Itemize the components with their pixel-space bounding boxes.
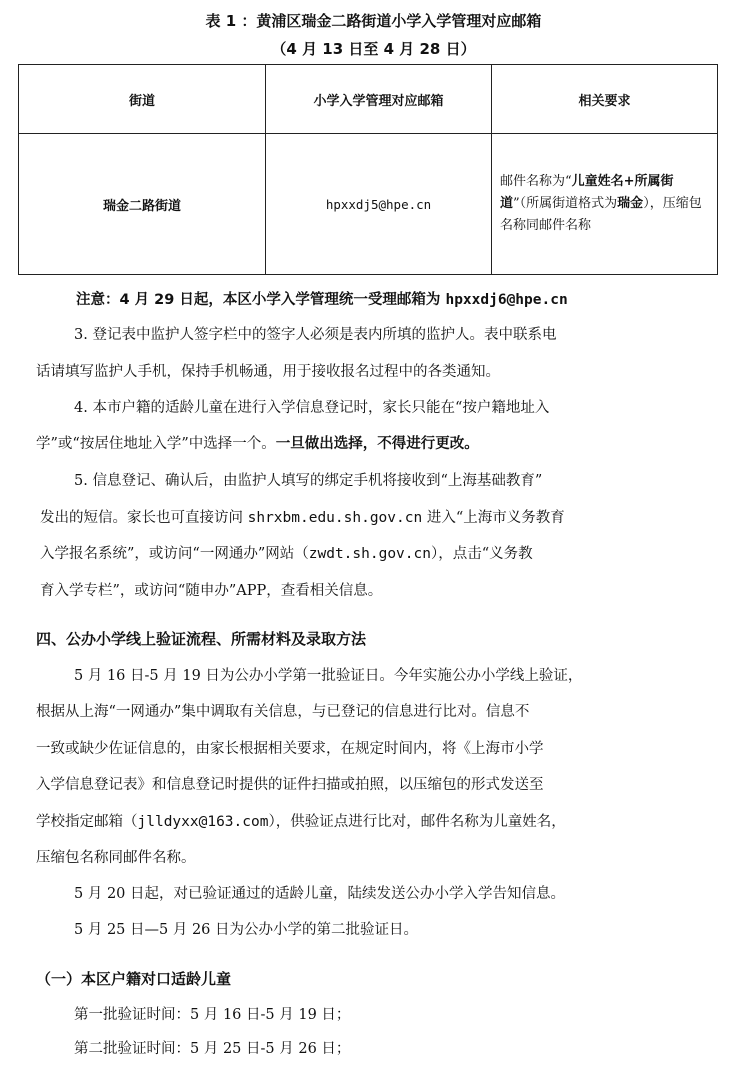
req-bold-1: 儿童姓名+所属街道 <box>500 174 674 211</box>
section4-heading: 四、公办小学线上验证流程、所需材料及录取方法 <box>36 630 367 648</box>
req-bold-2: 瑞金 <box>617 196 644 211</box>
section4-text-2: ），供验证点进行比对，邮件名称为儿童姓名， <box>268 814 566 830</box>
section4-line8: 5 月 25 日—5 月 26 日为公办小学的第二批验证日。 <box>74 922 419 938</box>
header-requirements: 相关要求 <box>492 65 718 134</box>
cell-email: hpxxdj5@hpe.cn <box>266 134 492 275</box>
para5-line1: 5. 信息登记、确认后，由监护人填写的绑定手机将接收到“上海基础教育” <box>74 473 543 489</box>
para5-text-2: 进入“上海市义务教育 <box>422 510 565 526</box>
header-street: 街道 <box>19 65 266 134</box>
para3-line2: 话请填写监护人手机，保持手机畅通，用于接收报名过程中的各类通知。 <box>36 364 500 380</box>
header-email: 小学入学管理对应邮箱 <box>266 65 492 134</box>
para4-bold: 一旦做出选择，不得进行更改。 <box>275 436 479 452</box>
section4-line4: 入学信息登记表》和信息登记时提供的证件扫描或拍照，以压缩包的形式发送至 <box>36 777 544 793</box>
cell-requirements <box>492 134 718 275</box>
para4-line1: 4. 本市户籍的适龄儿童在进行入学信息登记时，家长只能在“按户籍地址入 <box>74 400 550 416</box>
para5-line4: 育入学专栏”，或访问“随申办”APP，查看相关信息。 <box>40 583 383 599</box>
req-text-1: 邮件名称为“ <box>500 174 572 189</box>
para5-text-4: ），点击“义务教 <box>430 546 533 562</box>
section4-line7: 5 月 20 日起，对已验证通过的适龄儿童，陆续发送公办小学入学告知信息。 <box>74 886 566 902</box>
section4-line5 <box>36 805 716 839</box>
para5-text-3: 入学报名系统”，或访问“一网通办”网站（ <box>40 546 309 562</box>
para5-line3 <box>40 537 720 571</box>
section4-line3: 一致或缺少佐证信息的，由家长根据相关要求，在规定时间内，将《上海市小学 <box>36 741 544 757</box>
para3-line1: 3. 登记表中监护人签字栏中的签字人必须是表内所填的监护人。表中联系电 <box>74 327 557 343</box>
para5-line2 <box>40 501 720 535</box>
notice-line <box>76 283 718 317</box>
section4-text-1: 学校指定邮箱（ <box>36 814 138 830</box>
table-row <box>19 134 718 275</box>
req-text-2: ”（所属街道格式为 <box>513 196 618 211</box>
cell-street: 瑞金二路街道 <box>19 134 266 275</box>
table-caption-date-range: （4 月 13 日至 4 月 28 日） <box>271 40 476 58</box>
para4-line2 <box>36 427 716 461</box>
url-shrxbm[interactable]: shrxbm.edu.sh.gov.cn <box>247 510 423 526</box>
table-caption-title: 表 1 ：黄浦区瑞金二路街道小学入学管理对应邮箱 <box>205 12 542 30</box>
para5-text-1: 发出的短信。家长也可直接访问 <box>40 510 248 526</box>
notice-text: 注意：4 月 29 日起，本区小学入学管理统一受理邮箱为 <box>76 292 446 308</box>
table-header-row <box>19 65 718 134</box>
email-table <box>18 64 718 275</box>
section4-line2: 根据从上海“一网通办”集中调取有关信息，与已登记的信息进行比对。信息不 <box>36 704 530 720</box>
section4-line1: 5 月 16 日-5 月 19 日为公办小学第一批验证日。今年实施公办小学线上验证， <box>74 668 583 684</box>
sub1-line1: 第一批验证时间：5 月 16 日-5 月 19 日； <box>74 1007 351 1023</box>
email-jlldyxx[interactable]: jlldyxx@163.com <box>137 814 269 830</box>
sub1-line2: 第二批验证时间：5 月 25 日-5 月 26 日； <box>74 1041 351 1057</box>
para4-text: 学”或“按居住地址入学”中选择一个。 <box>36 436 276 452</box>
notice-email: hpxxdj6@hpe.cn <box>445 292 568 308</box>
req-text-3: ），压缩包名称同邮件名称 <box>500 196 702 233</box>
section4-line6: 压缩包名称同邮件名称。 <box>36 850 196 866</box>
url-zwdt[interactable]: zwdt.sh.gov.cn <box>308 546 431 562</box>
sub1-heading: （一）本区户籍对口适龄儿童 <box>36 970 232 988</box>
